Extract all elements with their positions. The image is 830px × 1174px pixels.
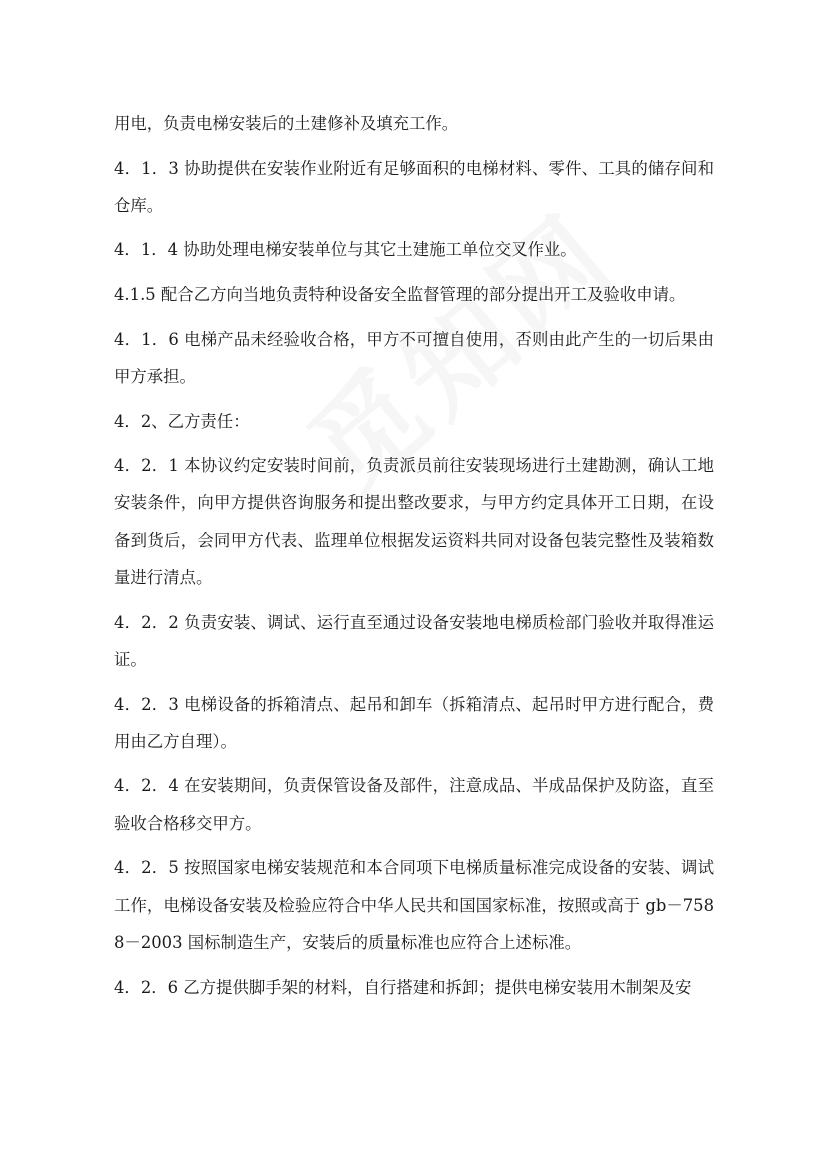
paragraph: 4．2．1 本协议约定安装时间前，负责派员前往安装现场进行土建勘测，确认工地安装条件，向甲方提供咨询服务和提出整改要求，与甲方约定具体开工日期，在设备到货后，会同甲方代表、监理单位根据发运资料共同对设备包装完整性及装箱数量进行清点。 xyxy=(114,456,714,588)
paragraph: 4．1．6 电梯产品未经验收合格，甲方不可擅自使用，否则由此产生的一切后果由甲方承担。 xyxy=(114,329,714,386)
paragraph: 用电，负责电梯安装后的土建修补及填充工作。 xyxy=(114,114,459,133)
paragraph: 4．2．3 电梯设备的拆箱清点、起吊和卸车（拆箱清点、起吊时甲方进行配合，费用由乙方自理）。 xyxy=(114,694,714,751)
section-heading: 4．2、乙方责任： xyxy=(114,411,250,431)
paragraph: 4.1.5 配合乙方向当地负责特种设备安全监督管理的部分提出开工及验收申请。 xyxy=(114,285,686,305)
paragraph: 4．1．3 协助提供在安装作业附近有足够面积的电梯材料、零件、工具的储存间和仓库。 xyxy=(114,158,714,215)
paragraph: 4．2．6 乙方提供脚手架的材料，自行搭建和拆卸；提供电梯安装用木制架及安 xyxy=(114,977,692,997)
paragraph: 4．2．4 在安装期间，负责保管设备及部件，注意成品、半成品保护及防盗，直至验收合格移交甲方。 xyxy=(114,776,714,833)
paragraph: 4．2．5 按照国家电梯安装规范和本合同项下电梯质量标准完成设备的安装、调试工作，电梯设备安装及检验应符合中华人民共和国国家标准，按照或高于 gb－7588－2003 国标制造生产，安装后的质量标准也应符合上述标准。 xyxy=(114,858,714,952)
paragraph: 4．1．4 协助处理电梯安装单位与其它土建施工单位交叉作业。 xyxy=(114,240,577,260)
paragraph: 4．2．2 负责安装、调试、运行直至通过设备安装地电梯质检部门验收并取得准运证。 xyxy=(114,612,714,669)
document-body xyxy=(114,105,714,1013)
